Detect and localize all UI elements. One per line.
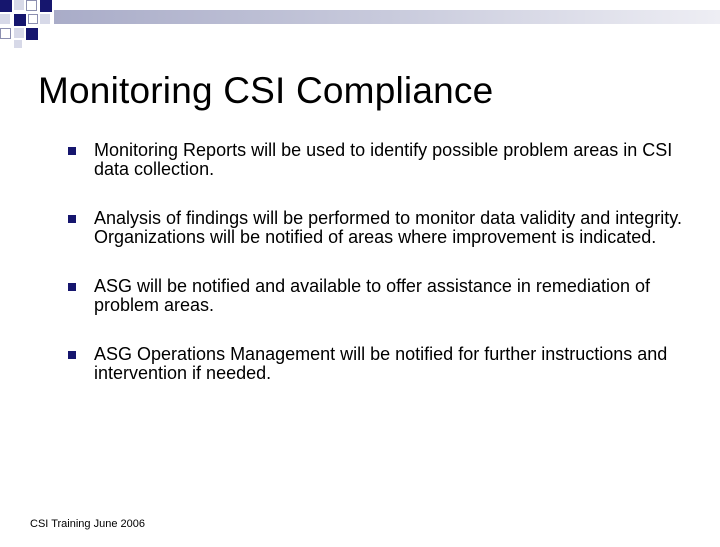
deco-square-light-5 [14,40,22,48]
square-bullet-icon [68,351,76,359]
bullet-text: Monitoring Reports will be used to identify possible problem areas in CSI data collection. [94,140,673,179]
square-bullet-icon [68,283,76,291]
deco-square-light-4 [14,28,24,38]
slide-footer: CSI Training June 2006 [30,518,145,530]
bullet-text: ASG Operations Management will be notified for further instructions and intervention if needed. [94,344,668,383]
bullet-text: Analysis of findings will be performed to monitor data validity and integrity. Organizations will be notified of areas where improvement is indicated. [94,208,682,247]
deco-square-light-1 [14,0,24,10]
header-gradient-bar [54,10,720,24]
bullet-item [68,345,698,383]
deco-square-outline-3 [0,28,11,39]
deco-square-dark-4 [26,28,38,40]
bullet-item [68,209,698,247]
square-bullet-icon [68,147,76,155]
deco-square-dark-1 [0,0,12,12]
deco-square-outline-2 [28,14,38,24]
square-bullet-icon [68,215,76,223]
bullet-list [68,141,698,413]
deco-square-light-2 [0,14,10,24]
deco-square-outline-1 [26,0,37,11]
bullet-item [68,277,698,315]
bullet-item [68,141,698,179]
deco-square-dark-3 [14,14,26,26]
deco-square-dark-2 [40,0,52,12]
header-decoration [0,0,720,50]
slide-title: Monitoring CSI Compliance [38,70,494,111]
deco-square-light-3 [40,14,50,24]
bullet-text: ASG will be notified and available to offer assistance in remediation of problem areas. [94,276,650,315]
